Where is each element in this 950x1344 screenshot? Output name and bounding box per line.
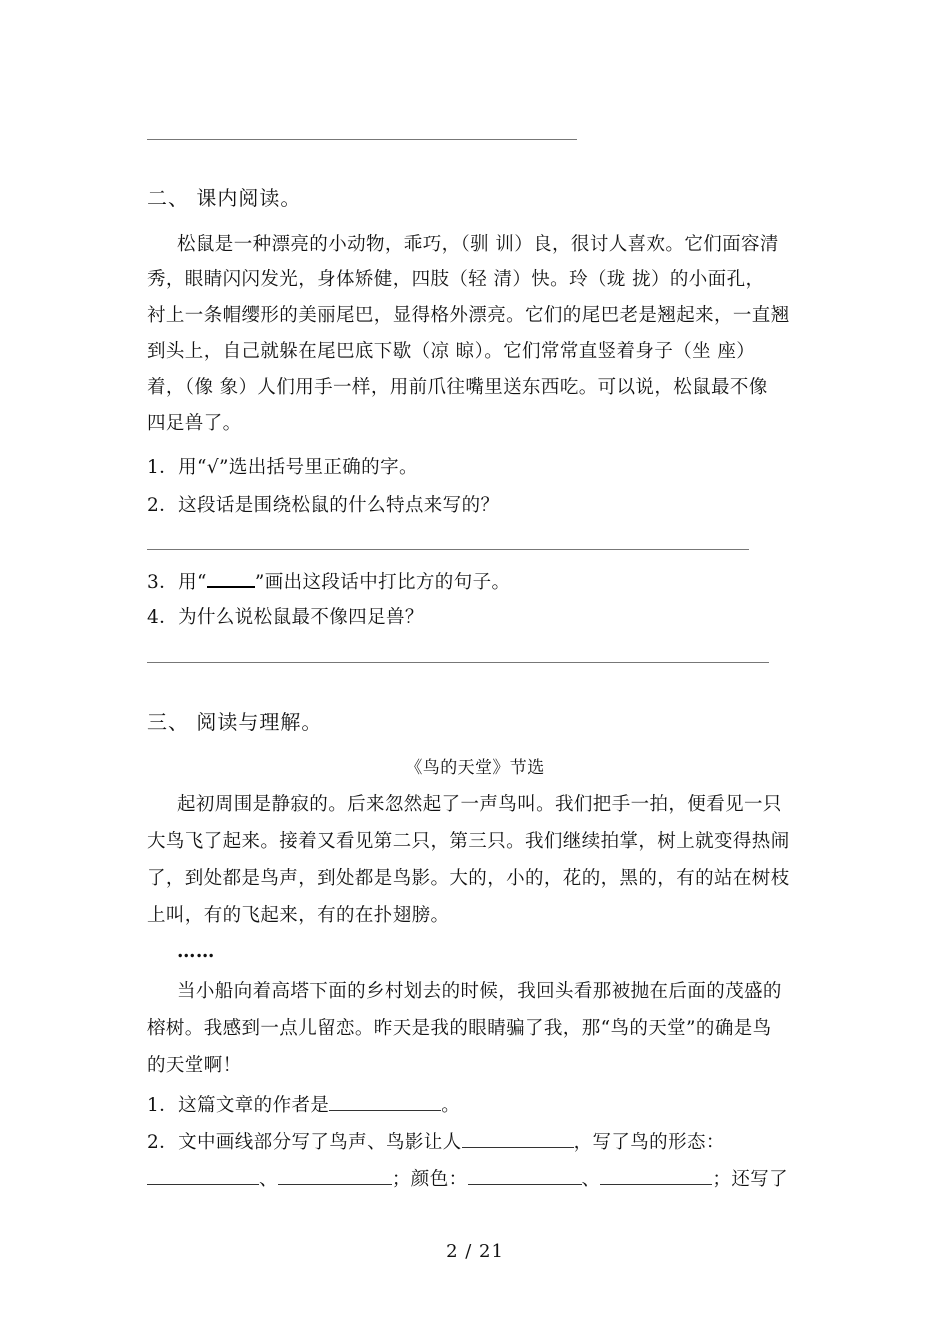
question-3-suffix: ”画出这段话中打比方的句子。 xyxy=(254,572,511,593)
question-1: 1．用“√”选出括号里正确的字。 xyxy=(147,457,418,478)
passage-line: 上叫，有的飞起来，有的在扑翅膀。 xyxy=(147,905,450,926)
passage-line: 松鼠是一种漂亮的小动物，乖巧，（驯 训）良，很讨人喜欢。它们面容清 xyxy=(177,234,779,255)
underline-sample xyxy=(207,568,255,588)
question-1-suffix: 。 xyxy=(441,1095,461,1116)
question-2-prefix: 2．文中画线部分写了鸟声、鸟影让人 xyxy=(147,1132,462,1153)
question-1 xyxy=(147,1092,460,1118)
passage-line: 起初周围是静寂的。后来忽然起了一声鸟叫。我们把手一拍，便看见一只 xyxy=(177,794,782,815)
answer-blank[interactable] xyxy=(600,1166,712,1185)
answer-line xyxy=(147,139,577,140)
question-2: 2．这段话是围绕松鼠的什么特点来写的？ xyxy=(147,495,500,516)
passage-line: 四足兽了。 xyxy=(147,413,242,434)
question-2-middle: ，写了鸟的形态： xyxy=(573,1132,725,1153)
answer-line[interactable] xyxy=(147,662,769,663)
passage-line: 着，（像 象）人们用手一样，用前爪往嘴里送东西吃。可以说，松鼠最不像 xyxy=(147,377,768,398)
separator: 、 xyxy=(259,1169,278,1190)
passage-title: 《鸟的天堂》节选 xyxy=(405,758,545,778)
passage-line: 了，到处都是鸟声，到处都是鸟影。大的，小的，花的，黑的，有的站在树枝 xyxy=(147,868,790,889)
passage-line: 衬上一条帽缨形的美丽尾巴，显得格外漂亮。它们的尾巴老是翘起来，一直翘 xyxy=(147,305,790,326)
passage-line: 的天堂啊！ xyxy=(147,1055,242,1076)
section-heading: 三、 阅读与理解。 xyxy=(147,710,323,734)
answer-line[interactable] xyxy=(147,549,749,550)
answer-blank[interactable] xyxy=(468,1166,582,1185)
passage-line: 榕树。我感到一点儿留恋。昨天是我的眼睛骗了我，那“鸟的天堂”的确是鸟 xyxy=(147,1018,772,1039)
question-2-tail: ；还写了 xyxy=(712,1169,789,1190)
answer-blank[interactable] xyxy=(462,1129,574,1148)
passage-line: 秀，眼睛闪闪发光，身体矫健，四肢（轻 清）快。玲（珑 拢）的小面孔， xyxy=(147,269,765,290)
answer-blank[interactable] xyxy=(278,1166,392,1185)
passage-line: 到头上，自己就躲在尾巴底下歇（凉 晾）。它们常常直竖着身子（坐 座） xyxy=(147,341,756,362)
section-heading: 二、 课内阅读。 xyxy=(147,186,302,210)
passage-line: 当小船向着高塔下面的乡村划去的时候，我回头看那被抛在后面的茂盛的 xyxy=(177,981,782,1002)
color-label: ；颜色： xyxy=(391,1169,468,1190)
ellipsis: …… xyxy=(177,941,215,962)
passage-line: 大鸟飞了起来。接着又看见第二只，第三只。我们继续拍掌，树上就变得热闹 xyxy=(147,831,790,852)
answer-blank[interactable] xyxy=(147,1166,259,1185)
page-number: 2 / 21 xyxy=(446,1241,504,1262)
answer-blank[interactable] xyxy=(329,1092,441,1111)
question-2-continued xyxy=(147,1166,788,1192)
question-2 xyxy=(147,1129,725,1155)
question-4: 4．为什么说松鼠最不像四足兽？ xyxy=(147,607,424,628)
separator: 、 xyxy=(581,1169,601,1190)
question-1-prefix: 1．这篇文章的作者是 xyxy=(147,1095,330,1116)
question-3 xyxy=(147,568,510,595)
question-3-prefix: 3．用“ xyxy=(147,572,207,593)
